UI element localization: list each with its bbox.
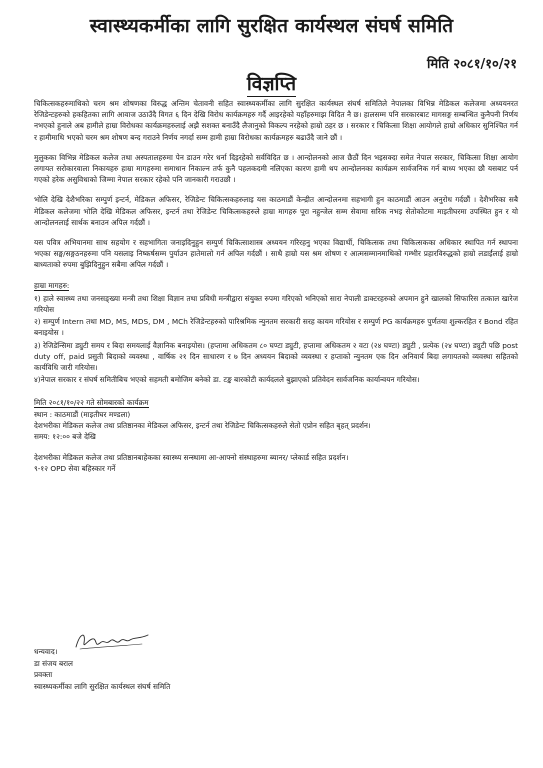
demands-title-text: हाम्रा मागहरु:	[34, 280, 70, 290]
program-line-2: देशभरीका मेडिकल कलेज तथा प्रतिष्ठानबाहेकका स्वास्थ्य सन्स्थामा आ-आफ्नो संस्थाहरुमा ब्यानर/ प्लेकार्ड सहित प्रदर्शन।	[34, 453, 349, 463]
notice-heading-text: विज्ञप्ति	[246, 73, 297, 95]
demand-item-3: ३) रेजिडेन्सिमा ड्युटी समय र बिदा समयलाई वैज्ञानिक बनाइयोस। (हप्तामा अधिकतम ८० घण्टा ड्युटी, हप्तामा अधिकतम २ वटा (२४ घण्टा) ड्युटी , प्रत्येक (२४ घण्टा) ड्युटी पछि post duty off, paid प्रसुती बिदाको व्यवस्था , वार्षिक २१ दिन साधारण र ७ दिन अध्ययन बिदाको व्यवस्था र हप्ताको न्युनतम एक दिन अनिवार्य बिदा लगायतको व्यवस्था सहितको कार्यविधि जारी गरियोस।	[34, 340, 518, 373]
notice-date: मिति २०८१/१०/२१	[426, 57, 517, 72]
demand-item-2: २) सम्पुर्ण Intern तथा MD, MS, MDS, DM , MCh रेजिडेन्टहरुको पारिश्रमिक न्युनतम सरकारी सरह कायम गरियोस र सम्पुर्ण PG कार्यक्रमहरु पुर्णतया शुल्करहित र Bond रहित बनाइयोस ।	[34, 317, 518, 338]
paragraph-2: मुलुकका विभिन्न मेडिकल कलेज तथा अस्पतालहरुमा पेन डाउन गरेर धर्ना दिइरहेको सर्वविदित छ । आन्दोलनको आज छैठौं दिन भइसक्दा समेत नेपाल सरकार, चिकित्सा शिक्षा आयोग लगायत सरोकारवाला निकायहरु हाम्रा मागहरुमा समाधान निकाल्न तर्फ कुनै पहलकदमी नलिएका कारण हामी थप आन्दोलनका कार्यक्रम सार्वजनिक गर्न बाध्य भएका छौ यसबाट पर्न गएको हरेक असुविधाको जिम्मा नेपाल सरकार रहेको पनि जानकारी गराउछौ ।	[34, 152, 518, 185]
spokesperson-name: डा संजय बराल	[34, 658, 73, 668]
program-place	[34, 409, 518, 420]
paragraph-1: चिकित्सकहरुमाथिको चरम श्रम शोषणका विरुद्ध अन्तिम चेतावनी सहित स्वास्थ्यकर्मीका लागि सुरक्षित कार्यस्थल संघर्ष समितिले नेपालका विभिन्न मेडिकल कलेजमा अध्ययनरत रेजिडेन्टहरुको हकहितका लागि आवाज उठाउँदै विगत ६ दिन देखि विरोध कार्यक्रमहरु गर्दै आइरहेको यहाँहरुमाझ विदित नै छ। हालसम्म पनि सरकारबाट मागसङ्ग सम्बन्धित कुनैपनी निर्णय नभएको हुनाले अब हामीले हाम्रा विरोधका कार्यक्रमहरुलाई अझै सशक्त बनाउँदै लैजानुको विकल्प नरहेको हाम्रो ठहर छ । सरकार र चिकित्सा शिक्षा आयोगले हाम्रो अधिकार सुनिश्चित गर्न र हामीमाथि भएको चरम श्रम शोषण बन्द गराउने निर्णय नगर्दा सम्म हामी हाम्रा विरोधका कार्यक्रमहरु बढाउँदै जाने छौं ।	[34, 99, 518, 142]
program-title-text: मिति २०८१/१०/२२ गते सोमबारको कार्यक्रम	[34, 398, 149, 408]
program-title	[34, 397, 518, 408]
closing-organization: स्वास्थ्यकर्मीका लागि सुरक्षित कार्यस्थल संघर्ष समिति	[34, 681, 171, 691]
demand-item-1: १) हाले स्वास्थ्य तथा जनसङ्ख्या मन्त्री तथा शिक्षा विज्ञान तथा प्रविधी मन्त्रीद्वारा संयुक्त रुपमा गरिएको भनिएको सारा नेपाली डाक्टरहरुको अपमान हुने खालको सिफारिस तत्काल खारेज गरियोस	[34, 293, 518, 315]
demand-item-4: ४)नेपाल सरकार र संघर्ष समितीबिच भएको सहमती बमोजिम बनेको डा. टङ्क बारकोटी कार्यदलले बुझाएको प्रतिवेदन सार्वजनिक कार्यान्वयन गरियोस।	[34, 375, 420, 385]
demands-title	[34, 280, 518, 291]
paragraph-3: भोलि देखि देशैभरिका सम्पुर्ण इन्टर्न, मेडिकल अफिसर, रेजिडेन्ट चिकित्सकहरुलाइ यस काठमाडौं केन्द्रीत आन्दोलनमा सहभागी हुन काठमाडौं आउन अनुरोध गर्दछौं । देशैभरिका सबै मेडिकल कलेजमा भोलि देखि मेडिकल अफिसर, इन्टर्न तथा रेजिडेन्ट चिकित्सकहरुले हाम्रा मागहरु पूरा नहुन्जेल सम्म सेवामा सरिक नभइ सेतोकोटमा माइतीघरमा उपस्थित हुन र यो आन्दोलनलाई सार्थक बनाउन अपिल गर्दछौं ।	[34, 195, 518, 227]
program-line-1: देशभरीका मेडिकल कलेज तथा प्रतिष्ठानका मेडिकल अफिसर, इन्टर्न तथा रेजिडेन्ट चिकित्सकहरुले सेतो एप्रोन सहित बृहत् प्रदर्शन।	[34, 420, 371, 430]
closing-thanks: धन्यवाद।	[34, 647, 58, 656]
notice-heading	[0, 70, 543, 96]
notice-body	[34, 98, 518, 475]
program-time: समय: १२:०० बजे देखि	[34, 432, 96, 442]
program-line-3: ९-१२ OPD सेवा बहिस्कार गर्ने	[34, 464, 116, 474]
program-place-value: काठमाडौं (माइतीघर मण्डला)	[54, 409, 131, 419]
program-place-label: स्थान :	[34, 409, 53, 419]
organization-title: स्वास्थ्यकर्मीका लागि सुरक्षित कार्यस्थल संघर्ष समिति	[89, 15, 454, 37]
paragraph-4: यस पवित्र अभियानमा साथ सहयोग र सहभागिता जनाइदिनुहुन सम्पुर्ण चिकित्साशास्त्र अध्ययन गरिरहनु भएका विद्यार्थी, चिकित्सक तथा चिकित्सकका अधिकार स्थापित गर्न स्थापना भएका सङ्घ/सङ्गठनहरुमा पनि यसलाइ निष्कर्षसम्म पुर्याउन हातेमालो गर्न अपिल गर्दछौं । साथै हाम्रो यस श्रम शोषण र आत्मसम्मानमाथिको गम्भीर प्रहारविरुद्धको हाम्रो लडाईंलाई हाम्रो बाध्यताको रुपमा बुझिदिनुहुन सबैमा अपिल गर्दछौं ।	[34, 238, 518, 270]
spokesperson-role: प्रवक्ता	[34, 670, 53, 679]
closing-block	[34, 646, 334, 692]
